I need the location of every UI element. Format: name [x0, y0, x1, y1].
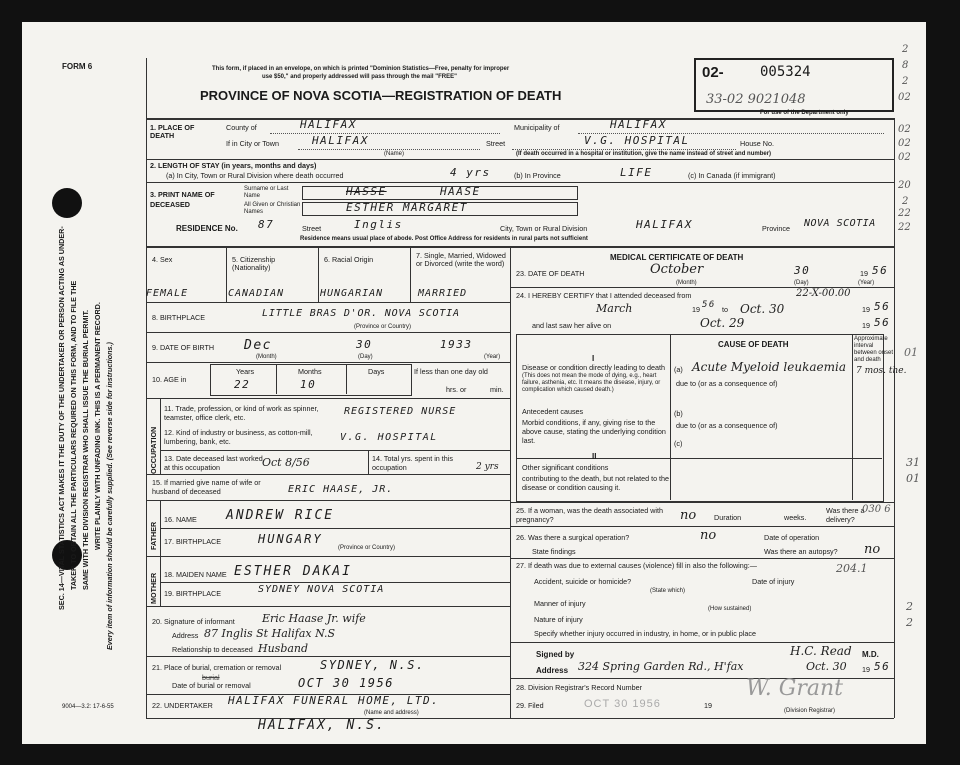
due-to-1: due to (or as a consequence of) [676, 379, 778, 388]
doctor-signature: H.C. Read [790, 644, 852, 658]
street-value: V.G. HOSPITAL [584, 134, 690, 147]
q20-label: 20. Signature of informant [152, 617, 235, 626]
top-margin-num-5: 02 [898, 124, 911, 135]
burial-date-label: Date of burial or removal [172, 681, 251, 690]
q13-value: Oct 8/56 [262, 456, 310, 469]
q28-label: 28. Division Registrar's Record Number [516, 683, 642, 692]
cause-title: CAUSE OF DEATH [718, 340, 789, 349]
q27-label: 27. If death was due to external causes (violence) fill in also the following:— [516, 561, 757, 570]
surname-value: HAASE [440, 185, 481, 198]
margin-note-4: 030 6 [862, 504, 891, 515]
state-findings-label: State findings [532, 547, 576, 556]
side-instructions-5: Every item of information should be carefully supplied. (See reverse side for instructions.) [105, 342, 114, 650]
less-than-day-label: If less than one day old [414, 367, 488, 376]
age-sep-1 [276, 364, 277, 394]
residence-note: Residence means usual place of abode. Post Office Address for residents in rural parts not sufficient [300, 236, 588, 242]
county-line [270, 133, 500, 134]
occupation-section-label: OCCUPATION [149, 426, 158, 474]
q23-month-sub: (Month) [676, 280, 697, 286]
signed-year: 56 [874, 660, 891, 673]
part-two: II [592, 452, 597, 461]
bottom-handwriting: HALIFAX, N.S. [258, 718, 386, 733]
father-section-label: FATHER [149, 521, 158, 550]
q17-sub: (Province or Country) [338, 545, 396, 551]
age-years: 22 [234, 378, 251, 391]
dob-month-sub: (Month) [256, 354, 277, 360]
sex-value: FEMALE [146, 288, 189, 299]
q14-value: 2 yrs [476, 462, 499, 472]
filed-stamp: OCT 30 1956 [584, 698, 661, 710]
city-label: If in City or Town [226, 139, 279, 148]
surname-struck: HASSE [346, 185, 387, 198]
accident-label: Accident, suicide or homicide? [534, 577, 632, 586]
top-margin-num-9: 2 [902, 196, 909, 207]
row-divider-9 [146, 474, 510, 475]
origin-value: HUNGARIAN [320, 288, 384, 299]
row-divider-2 [146, 182, 894, 183]
disease-label: Disease or condition directly leading to death [522, 363, 666, 372]
q25-value: no [680, 508, 697, 523]
injury-date-label: Date of injury [752, 577, 795, 586]
reg-prefix: 02- [702, 64, 724, 81]
birthplace-label: 8. BIRTHPLACE [152, 313, 205, 322]
header-divider [146, 118, 894, 120]
sex-label: 4. Sex [152, 255, 173, 264]
stay-label: 2. LENGTH OF STAY (in years, months and days) [150, 161, 317, 170]
row-divider-14 [146, 606, 510, 607]
top-margin-num-1: 2 [902, 44, 909, 55]
informant-signature: Eric Haase Jr. wife [262, 612, 366, 625]
q14-sep [368, 450, 369, 474]
given-label: All Given or Christian Names [244, 202, 301, 215]
months-label: Months [298, 367, 322, 376]
antecedent-note: Morbid conditions, if any, giving rise to the above cause, stating the underlying condition last. [522, 418, 666, 445]
q21-label: 21. Place of burial, cremation or removal [152, 663, 282, 672]
dob-year: 1933 [440, 338, 473, 351]
birthplace-sub: (Province or Country) [354, 324, 412, 330]
county-value: HALIFAX [300, 118, 357, 131]
row-divider-1 [146, 159, 894, 160]
col-sep-3 [410, 246, 411, 302]
side-instructions-1: SEC. 14—VITAL STATISTICS ACT MAKES IT THE DUTY OF THE UNDERTAKER OR PERSON ACTING AS UNDER- [57, 226, 66, 610]
disease-note: (This does not mean the mode of dying, e.g., heart failure, asthenia, etc. It means the disease, injury, or complication which caused death.) [522, 373, 661, 393]
place-of-death-label: 1. PLACE OF DEATH [150, 123, 195, 140]
q26-label: 26. Was there a surgical operation? [516, 533, 630, 542]
mother-section-label: MOTHER [149, 572, 158, 604]
div-registrar-label: (Division Registrar) [784, 708, 836, 714]
residence-label: RESIDENCE No. [176, 224, 238, 233]
frame-left [146, 58, 147, 718]
q23-day: 30 [794, 264, 811, 277]
duration-label: Duration [714, 513, 742, 522]
filed-year-prefix: 19 [704, 701, 712, 710]
q24-from-year-prefix: 19 [692, 305, 700, 314]
municipality-label: Municipality of [514, 123, 560, 132]
q24-to-year: 56 [874, 300, 891, 313]
informant-address-label: Address [172, 631, 199, 640]
cause-c-label: (c) [674, 439, 683, 448]
county-label: County of [226, 123, 257, 132]
row-divider-7 [146, 398, 510, 399]
row-divider-8 [160, 450, 510, 451]
dob-day: 30 [356, 338, 373, 351]
dob-day-sub: (Day) [358, 354, 373, 360]
margin-note-6: 2 [906, 600, 913, 613]
doctor-address-label: Address [536, 666, 569, 675]
med-divider-2 [510, 502, 894, 503]
province-value: NOVA SCOTIA [804, 218, 876, 229]
q12-label: 12. Kind of industry or business, as cotton-mill, lumbering, bank, etc. [164, 428, 313, 446]
surname-label: Surname or Last Name [244, 186, 289, 199]
side-instructions-3: SAME WITH THE DIVISION REGISTRAR WHO SHALL ISSUE THE BURIAL PERMIT. [81, 309, 90, 590]
col-sep-1 [226, 246, 227, 302]
top-margin-num-2: 8 [902, 60, 909, 71]
part-one: I [592, 354, 595, 363]
burial-struck: burial [202, 673, 220, 682]
relationship-label: Relationship to deceased [172, 645, 253, 654]
birthplace-value: LITTLE BRAS D'OR. NOVA SCOTIA [262, 308, 460, 319]
med-divider-4 [510, 558, 894, 559]
marital-value: MARRIED [418, 288, 468, 299]
cause-b-label: (b) [674, 409, 683, 418]
citizenship-value: CANADIAN [228, 288, 285, 299]
top-margin-num-10: 22 [898, 208, 911, 219]
city-div-value: HALIFAX [636, 218, 693, 231]
age-sep-2 [346, 364, 347, 394]
cause-divider [516, 458, 882, 459]
notice-line-2: use $50," and properly addressed will pass through the mail "FREE" [262, 74, 457, 80]
street-line [512, 149, 736, 150]
other-label: Other significant conditions [522, 463, 609, 472]
nature-label: Nature of injury [534, 615, 583, 624]
q11-value: REGISTERED NURSE [344, 406, 457, 417]
q21-value: SYDNEY, N.S. [320, 658, 425, 672]
stay-b-value: LIFE [620, 166, 653, 179]
other-note: contributing to the death, but not related to the disease or condition causing it. [522, 474, 670, 492]
citizenship-label: 5. Citizenship (Nationality) [232, 255, 276, 272]
q23-year: 56 [872, 264, 889, 277]
q18-value: ESTHER DAKAI [234, 564, 352, 579]
last-saw-year-prefix: 19 [862, 321, 870, 330]
row-divider-15 [146, 656, 510, 657]
row-divider-11 [160, 528, 510, 529]
row-divider-10 [146, 500, 510, 501]
signed-label: Signed by [536, 650, 575, 659]
relationship-value: Husband [258, 642, 309, 655]
dept-use: For use of the Department only [760, 110, 849, 116]
autopsy-value: no [864, 542, 881, 557]
how-label: (How sustained) [708, 606, 752, 612]
side-instructions-2: TAKER TO OBTAIN ALL THE PARTICULARS REQUIRED ON THIS FORM, AND TO FILE THE [69, 280, 78, 590]
footer-code: 9004—3.2: 17-6-55 [62, 704, 114, 710]
given-value: ESTHER MARGARET [346, 201, 468, 214]
q17-label: 17. BIRTHPLACE [164, 537, 221, 546]
res-street-label: Street [302, 224, 322, 233]
last-saw-year: 56 [874, 316, 891, 329]
years-label: Years [236, 367, 255, 376]
q29-label: 29. Filed [516, 701, 544, 710]
frame-right [894, 118, 895, 718]
q12-value: V.G. HOSPITAL [340, 432, 438, 443]
q22-sub: (Name and address) [364, 710, 419, 716]
province-label: Province [762, 224, 790, 233]
marital-label: 7. Single, Married, Widowed or Divorced (write the word) [416, 251, 506, 268]
dob-year-sub: (Year) [484, 354, 501, 360]
reg-number: 005324 [760, 64, 811, 80]
q16-value: ANDREW RICE [226, 508, 335, 523]
cause-a-interval: 7 mos. the. [856, 366, 907, 376]
municipality-value: HALIFAX [610, 118, 667, 131]
q24-to: Oct. 30 [740, 302, 785, 316]
q19-label: 19. BIRTHPLACE [164, 589, 221, 598]
signed-year-prefix: 19 [862, 665, 870, 674]
q15-label: 15. If married give name of wife or husband of deceased [152, 478, 261, 496]
q25-label: 25. If a woman, was the death associated with pregnancy? [516, 506, 664, 524]
row-divider-5 [146, 332, 510, 333]
hospital-note: (If death occurred in a hospital or institution, give the name instead of street and number) [516, 151, 772, 157]
medical-title: MEDICAL CERTIFICATE OF DEATH [610, 253, 744, 262]
q15-value: ERIC HAASE, JR. [288, 484, 394, 495]
margin-note-3: 01 [906, 472, 920, 485]
house-label: House No. [740, 139, 774, 148]
md-label: M.D. [862, 650, 879, 659]
age-label: 10. AGE in [152, 375, 187, 384]
city-div-label: City, Town or Rural Division [500, 224, 588, 233]
row-divider-4 [146, 302, 510, 303]
q24-to-year-prefix: 19 [862, 305, 870, 314]
city-value: HALIFAX [312, 134, 369, 147]
street-label: Street [486, 139, 506, 148]
q24-from-year: 56 [702, 300, 716, 310]
top-margin-num-4: 02 [898, 92, 911, 103]
weeks-label: weeks. [784, 513, 807, 522]
days-label: Days [368, 367, 385, 376]
dob-label: 9. DATE OF BIRTH [152, 343, 215, 352]
dept-number: 33-02 9021048 [706, 92, 806, 107]
q24-from-date: 22-X-00.00 [796, 288, 851, 299]
name-sublabel: (Name) [384, 151, 405, 157]
origin-label: 6. Racial Origin [324, 255, 374, 264]
burial-date-value: OCT 30 1956 [298, 676, 394, 690]
row-divider-6 [146, 362, 510, 363]
due-to-2: due to (or as a consequence of) [676, 421, 778, 430]
top-margin-num-11: 22 [898, 222, 911, 233]
q23-year-prefix: 19 [860, 269, 868, 278]
last-saw-label: and last saw her alive on [532, 321, 612, 330]
age-months: 10 [300, 378, 317, 391]
dob-month: Dec [244, 338, 272, 353]
margin-note-1: 01 [904, 346, 918, 359]
q17-value: HUNGARY [258, 532, 323, 546]
q22-label: 22. UNDERTAKER [152, 701, 213, 710]
interval-split [852, 334, 853, 500]
q18-label: 18. MAIDEN NAME [164, 570, 227, 579]
center-split [510, 246, 511, 718]
top-margin-num-8: 20 [898, 180, 911, 191]
form-label: FORM 6 [62, 62, 93, 71]
notice-line-1: This form, if placed in an envelope, on which is printed "Dominion Statistics—Free, penalty for improper [212, 66, 510, 72]
side-instructions-4: WRITE PLAINLY WITH UNFADING INK. THIS IS A PERMANENT RECORD. [93, 302, 102, 550]
q24-to-label: to [722, 305, 728, 314]
col-sep-2 [318, 246, 319, 302]
interval-label: Approximate interval between onset and death [854, 336, 894, 363]
q14-label: 14. Total yrs. spent in this occupation [372, 454, 453, 472]
where-label: Specify whether injury occurred in industry, in home, or in public place [534, 629, 756, 638]
stay-c-label: (c) In Canada (if immigrant) [688, 171, 776, 180]
last-saw-value: Oct. 29 [700, 316, 745, 330]
date-op-label: Date of operation [764, 533, 820, 542]
q19-value: SYDNEY NOVA SCOTIA [258, 584, 385, 595]
med-divider-5 [510, 642, 894, 643]
q23-label: 23. DATE OF DEATH [516, 269, 585, 278]
deceased-label: 3. PRINT NAME OF DECEASED [150, 190, 215, 209]
antecedent-label: Antecedent causes [522, 407, 584, 416]
informant-address: 87 Inglis St Halifax N.S [204, 627, 336, 640]
row-divider-12 [146, 556, 510, 557]
row-divider-13 [160, 582, 510, 583]
q22-value: HALIFAX FUNERAL HOME, LTD. [228, 694, 440, 707]
med-divider-3 [510, 526, 894, 527]
occupation-bar [160, 398, 161, 474]
autopsy-label: Was there an autopsy? [764, 547, 838, 556]
margin-note-5: 204.1 [836, 562, 868, 575]
stay-a-value: 4 yrs [450, 166, 491, 179]
top-margin-num-6: 02 [898, 138, 911, 149]
registrar-signature: W. Grant [746, 676, 843, 701]
cause-a-value: Acute Myeloid leukaemia [692, 360, 846, 374]
q23-year-sub: (Year) [858, 280, 875, 286]
doctor-address: 324 Spring Garden Rd., H'fax [578, 660, 744, 673]
res-street-value: Inglis [354, 218, 403, 231]
q11-label: 11. Trade, profession, or kind of work as spinner, teamster, office clerk, etc. [164, 404, 319, 422]
state-which: (State which) [650, 588, 686, 594]
q13-label: 13. Date deceased last worked at this occupation [164, 454, 263, 472]
delivery-label: Was there a delivery? [826, 506, 865, 524]
q23-day-sub: (Day) [794, 280, 809, 286]
cause-a-label: (a) [674, 365, 683, 374]
parent-bar [160, 500, 161, 606]
q23-month: October [650, 262, 704, 277]
min-label: min. [490, 385, 504, 394]
manner-label: Manner of injury [534, 599, 586, 608]
residence-no: 87 [258, 218, 275, 231]
hrs-label: hrs. or [446, 385, 467, 394]
top-margin-num-7: 02 [898, 152, 911, 163]
form-title: PROVINCE OF NOVA SCOTIA—REGISTRATION OF DEATH [200, 88, 562, 103]
top-margin-num-3: 2 [902, 76, 909, 87]
q26-value: no [700, 528, 717, 543]
q16-label: 16. NAME [164, 515, 197, 524]
stay-a-label: (a) In City, Town or Rural Division where death occurred [166, 171, 344, 180]
margin-note-7: 2 [906, 616, 913, 629]
city-line [298, 149, 480, 150]
punch-hole-top [52, 188, 82, 218]
q24-label: 24. I HEREBY CERTIFY that I attended deceased from [516, 291, 692, 300]
signed-date: Oct. 30 [806, 660, 847, 673]
stay-b-label: (b) In Province [514, 171, 561, 180]
margin-note-2: 31 [906, 456, 920, 469]
q24-from: March [596, 302, 633, 315]
row-divider-3 [146, 246, 894, 248]
